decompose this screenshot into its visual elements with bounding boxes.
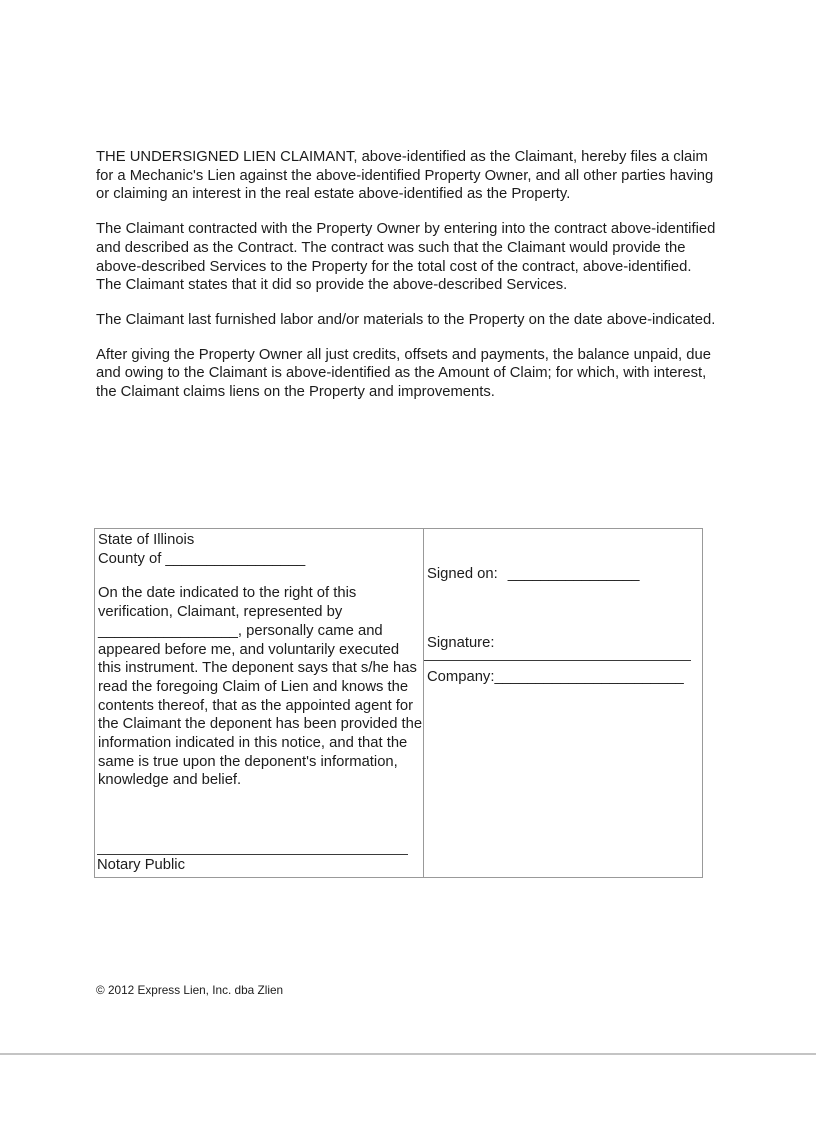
- notary-verification-table: [94, 528, 703, 878]
- company-label: Company:: [427, 669, 495, 686]
- county-line: [98, 550, 423, 569]
- notary-signature-line: [97, 854, 408, 855]
- paragraph-amount-of-claim: After giving the Property Owner all just credits, offsets and payments, the balance unpaid, due and owing to the Claimant is above-identified as the Amount of Claim; for which, with interest, the Claimant claims liens on the Property and improvements.: [96, 346, 711, 401]
- paragraph-last-furnished: The Claimant last furnished labor and/or materials to the Property on the date above-indicated.: [96, 311, 716, 328]
- notary-public-label: Notary Public: [97, 857, 185, 874]
- county-blank-field: _________________: [165, 550, 306, 567]
- signed-on-blank-field: ________________: [507, 566, 640, 582]
- county-label: County of: [98, 550, 162, 567]
- signed-on-label: Signed on:: [427, 566, 498, 582]
- verification-text: On the date indicated to the right of this verification, Claimant, represented by _________________, personally came and appeared before me, and voluntarily executed this instrument. The deponent says that s/he has read the foregoing Claim of Lien and knows the contents thereof, that as the appointed agent for the Claimant the deponent has been provided the information indicated in this notice, and that the same is true upon the deponent's information, knowledge and belief.: [98, 585, 423, 789]
- company-blank-field: _______________________: [494, 669, 684, 686]
- company-row: [427, 668, 702, 687]
- notary-signature-block: [97, 854, 408, 875]
- paragraph-contract: The Claimant contracted with the Property Owner by entering into the contract above-identified and described as the Contract. The contract was such that the Claimant would provide the above-described Services to the Property for the total cost of the contract, above-identified. The Claimant states that it did so provide the above-described Services.: [96, 221, 716, 294]
- document-body: [96, 148, 720, 418]
- signed-on-row: [427, 565, 702, 584]
- paragraph-claim-filing: THE UNDERSIGNED LIEN CLAIMANT, above-identified as the Claimant, hereby files a claim for a Mechanic's Lien against the above-identified Property Owner, and all other parties having or claiming an interest in the real estate above-identified as the Property.: [96, 149, 714, 203]
- signature-label: Signature:: [427, 634, 495, 651]
- signature-cell: [424, 529, 702, 877]
- copyright-line: © 2012 Express Lien, Inc. dba Zlien: [96, 983, 284, 997]
- notary-cell: [95, 529, 424, 877]
- page-separator-line: [0, 1053, 816, 1055]
- signature-blank-line: [424, 652, 691, 661]
- state-of-illinois-line: State of Illinois: [98, 532, 195, 548]
